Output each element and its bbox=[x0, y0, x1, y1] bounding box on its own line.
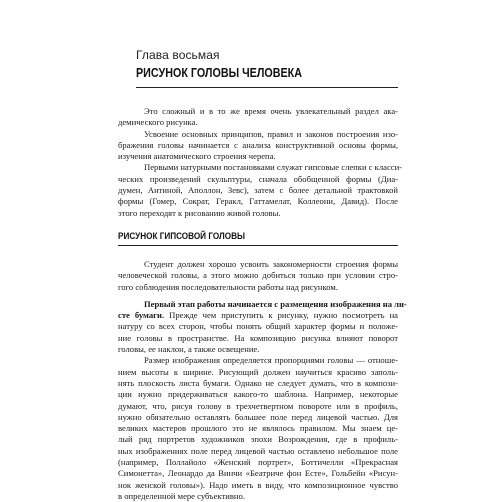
section-heading: РИСУНОК ГИПСОВОЙ ГОЛОВЫ bbox=[118, 231, 245, 242]
text-line: думен, Антиной, Аполлон, Зевс), затем с более детальной трактовкой bbox=[118, 185, 398, 196]
text-line: изучения анатомического строения черепа. bbox=[118, 151, 276, 162]
text-line: формы (Гомер, Сократ, Геракл, Гаттамелат, Коллеони, Давид). После bbox=[118, 196, 398, 207]
text-line: головы, ее наклон, а также освещение. bbox=[118, 344, 260, 355]
text-line: в определенной мере субъективно. bbox=[118, 490, 245, 501]
chapter-divider bbox=[136, 87, 398, 88]
text-line bbox=[118, 310, 398, 321]
text-line: Усвоение основных принципов, правил и законов построения изо- bbox=[144, 128, 398, 139]
text-line: нок женской головы»). Надо иметь в виду, что композиционное чувство bbox=[118, 479, 398, 490]
bold-lead: Первый этап работы начинается с размещения изображения на ли- bbox=[144, 298, 407, 309]
text-line: великих мастеров прошлого это не являлось правилом. Мы знаем це- bbox=[118, 423, 398, 434]
text-line: нять плоскость листа бумаги. Однако не следует думать, что в компози- bbox=[118, 377, 398, 388]
section-paragraph-3 bbox=[118, 355, 398, 502]
text-line: ции нужно придерживаться какого-то шаблона. Например, некоторые bbox=[118, 389, 398, 400]
section-paragraph-2 bbox=[118, 298, 407, 355]
text-line: Студент должен хорошо усвоить закономерности строения формы bbox=[144, 259, 398, 269]
section-paragraph-1 bbox=[118, 259, 398, 293]
text-line: демического рисунка. bbox=[118, 117, 198, 128]
section-divider bbox=[118, 245, 398, 246]
text-line: лый ряд портретов художников эпохи Возрождения, где в профиль- bbox=[118, 434, 398, 445]
text-line: гого соблюдения последовательности работы над рисунком. bbox=[118, 281, 338, 292]
chapter-label: Глава восьмая bbox=[136, 48, 220, 62]
text-line: (например, Поллайоло «Женский портрет», Боттичелли «Прекрасная bbox=[118, 457, 398, 468]
text-line: этого переходят к рисованию живой головы. bbox=[118, 207, 281, 218]
text-line: нужно обязательно оставлять большее поле перед лицевой частью. Для bbox=[118, 411, 398, 422]
chapter-title: РИСУНОК ГОЛОВЫ ЧЕЛОВЕКА bbox=[136, 66, 302, 80]
text-line: Размер изображения определяется пропорциями головы — отноше- bbox=[144, 355, 398, 366]
text-line: Это сложный и в то же время очень увлекательный раздел ака- bbox=[144, 106, 398, 116]
intro-paragraph-2 bbox=[118, 129, 398, 163]
text-line: бражения головы начинается с анализа конструктивной основы формы, bbox=[118, 139, 398, 150]
text-line: Симонетта», Леонардо да Винчи «Беатриче фон Есте», Гольбейн «Рисун- bbox=[118, 468, 398, 479]
intro-paragraph-1 bbox=[118, 106, 398, 129]
text-line: ние головы в пространстве. На композицию рисунка влияют поворот bbox=[118, 332, 398, 343]
text-line: Первыми натурными постановками служат гипсовые слепки с класси- bbox=[144, 162, 403, 173]
text-line: нием высоты к ширине. Рисующий должен научиться красиво заполь- bbox=[118, 366, 398, 377]
text-line: думают, что, рисуя голову в трехчетвертном повороте или в профиль, bbox=[118, 400, 398, 411]
text-run: Прежде чем приступить к рисунку, нужно посмотреть на bbox=[164, 310, 398, 321]
text-line bbox=[118, 298, 407, 310]
intro-text bbox=[118, 106, 403, 219]
text-line: ческих произведений скульптуры, сначала обобщенной формы (Диа- bbox=[118, 173, 398, 184]
bold-lead-end: сте бумаги. bbox=[118, 310, 165, 321]
text-line: ных изображениях поле перед лицевой частью оставлено небольшое поле bbox=[118, 445, 398, 456]
text-line: человеческой головы, а этого можно добиться только при условии стро- bbox=[118, 270, 398, 281]
intro-paragraph-3 bbox=[118, 162, 403, 218]
text-line: натуру со всех сторон, чтобы понять общий характер формы и положе- bbox=[118, 321, 398, 332]
section-text bbox=[118, 259, 407, 502]
